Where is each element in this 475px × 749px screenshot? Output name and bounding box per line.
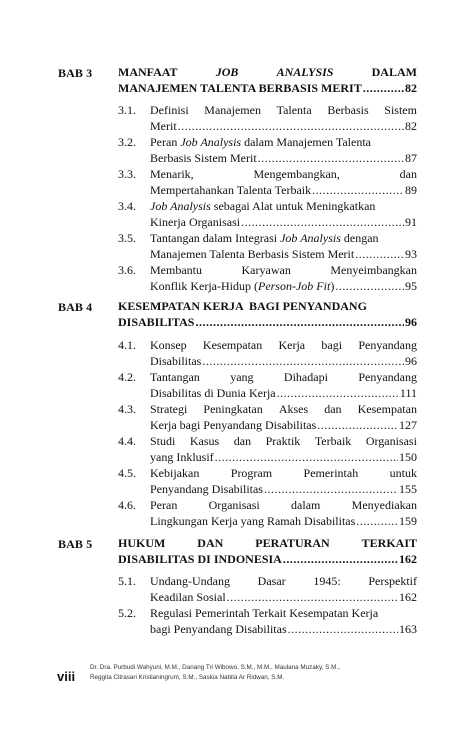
entry-word: Organisasi [208, 498, 260, 512]
page-number: 127 [399, 418, 417, 432]
entry-word: Peran [150, 498, 178, 512]
entry-text: Regulasi Pemerintah Terkait Kesempatan Kerja [150, 606, 379, 620]
section-number: 3.1. [118, 103, 136, 117]
toc-entry[interactable] [118, 262, 417, 294]
entry-word: Definisi [150, 103, 189, 117]
entry-word: Akses [278, 402, 309, 416]
page-number: 82 [405, 81, 417, 95]
leader-dots [356, 513, 398, 529]
entry-word: 1945: [313, 574, 341, 588]
entry-text: dengan [340, 231, 379, 245]
leader-dots [312, 182, 404, 198]
entry-text: Penyandang Disabilitas [150, 482, 263, 496]
page-number: 89 [405, 183, 417, 197]
folio-page-number: viii [57, 669, 76, 684]
chapter-label: BAB 5 [58, 537, 93, 551]
entry-word: Sistem [384, 103, 417, 117]
entry-word: Dasar [257, 574, 286, 588]
authors-line: Reggita Citrasari Kristianingrum, S.M., Saskia Nabila Ar Ridwan, S.M. [90, 674, 285, 681]
leader-dots [335, 278, 404, 294]
entry-word: Kesempatan [357, 402, 417, 416]
leader-dots [288, 621, 398, 637]
title-word: MANFAAT [118, 65, 178, 79]
leader-dots [363, 80, 404, 96]
page-number: 159 [399, 514, 417, 528]
entry-text: bagi Penyandang Disabilitas [150, 622, 287, 636]
entry-word: Menyediakan [351, 498, 417, 512]
title-word: DALAM [371, 65, 417, 79]
toc-entry[interactable] [118, 573, 417, 605]
toc-entry[interactable] [118, 230, 417, 262]
entry-word: Berbasis [327, 103, 369, 117]
entry-text: Peran [150, 135, 181, 149]
leader-dots [264, 481, 398, 497]
entry-word: Kebijakan [150, 466, 200, 480]
chapter-title[interactable] [118, 64, 417, 96]
section-number: 4.3. [118, 402, 136, 416]
section-number: 4.6. [118, 498, 136, 512]
leader-dots [317, 417, 398, 433]
entry-word: Peningkatan [203, 402, 263, 416]
entry-word: Menarik, [150, 167, 194, 181]
section-number: 3.3. [118, 167, 136, 181]
entry-text: Disabilitas [150, 354, 202, 368]
page-number: 155 [399, 482, 417, 496]
leader-dots [227, 589, 398, 605]
page-number: 96 [405, 315, 417, 329]
toc-entry[interactable] [118, 433, 417, 465]
entry-word: Terbaik [314, 434, 352, 448]
leader-dots [215, 449, 398, 465]
leader-dots [202, 353, 404, 369]
page-number: 111 [399, 386, 417, 400]
entry-text: Berbasis Sistem Merit [150, 151, 257, 165]
page-number: 162 [399, 552, 417, 566]
entry-word: Organisasi [365, 434, 417, 448]
entry-text-italic: Job Analysis [150, 199, 211, 213]
entry-text: Mempertahankan Talenta Terbaik [150, 183, 312, 197]
title-line: MANAJEMEN TALENTA BERBASIS MERIT [118, 81, 362, 95]
entry-word: Program [230, 466, 273, 480]
entry-word: Mengembangkan, [253, 167, 340, 181]
entry-word: Kasus [189, 434, 220, 448]
running-footer-authors [90, 663, 420, 683]
page-number: 150 [399, 450, 417, 464]
entry-text: Lingkungan Kerja yang Ramah Disabilitas [150, 514, 356, 528]
entry-text: Konflik Kerja-Hidup ( [150, 279, 258, 293]
entry-text: Kinerja Organisasi [150, 215, 241, 229]
leader-dots [277, 385, 399, 401]
entry-word: Studi [150, 434, 176, 448]
section-number: 3.6. [118, 263, 136, 277]
page-number: 95 [405, 279, 417, 293]
entry-text: yang Inklusif [150, 450, 214, 464]
entry-word: Tantangan [150, 370, 200, 384]
entry-text: Keadilan Sosial [150, 590, 226, 604]
toc-entry[interactable] [118, 465, 417, 497]
entry-word: Pemerintah [303, 466, 359, 480]
title-line: DISABILITAS [118, 315, 195, 329]
leader-dots [195, 314, 404, 330]
entry-word: dan [324, 402, 342, 416]
entry-text: Kerja bagi Penyandang Disabilitas [150, 418, 317, 432]
leader-dots [178, 118, 404, 134]
toc-entry[interactable] [118, 102, 417, 134]
entry-text-italic: Job Analysis [180, 135, 242, 149]
section-number: 3.4. [118, 199, 136, 213]
toc-entry[interactable] [118, 134, 417, 166]
entry-word: Dihadapi [283, 370, 328, 384]
entry-word: Konsep [150, 338, 187, 352]
title-word: JOB [215, 65, 239, 79]
toc-entry[interactable] [118, 401, 417, 433]
title-word: HUKUM [118, 536, 166, 550]
section-number: 4.4. [118, 434, 136, 448]
entry-word: dalam [291, 498, 321, 512]
entry-text: dalam Manajemen Talenta [241, 135, 371, 149]
entry-text: Merit [150, 119, 177, 133]
toc-entry[interactable] [118, 166, 417, 198]
page-number: 82 [405, 119, 417, 133]
toc-entry[interactable] [118, 337, 417, 369]
section-number: 4.1. [118, 338, 136, 352]
toc-entry[interactable] [118, 198, 417, 230]
page-number: 87 [405, 151, 417, 165]
page-number: 96 [405, 354, 417, 368]
leader-dots [283, 551, 398, 567]
title-line: KESEMPATAN KERJA BAGI PENYANDANG [118, 299, 367, 313]
title-line: DISABILITAS DI INDONESIA [118, 552, 282, 566]
toc-entry[interactable] [118, 369, 417, 401]
chapter-title[interactable] [118, 298, 417, 330]
entry-word: Karyawan [241, 263, 291, 277]
entry-word: Kerja [278, 338, 306, 352]
page-number: 93 [405, 247, 417, 261]
entry-text: Tantangan dalam Integrasi [150, 231, 281, 245]
chapter-label: BAB 4 [58, 300, 93, 314]
entry-word: Praktik [265, 434, 301, 448]
leader-dots [258, 150, 404, 166]
entry-word: Membantu [150, 263, 202, 277]
entry-text: sebagai Alat untuk Meningkatkan [210, 199, 376, 213]
entry-word: Penyandang [358, 338, 417, 352]
authors-line: Dr. Dra. Purbudi Wahyuni, M.M., Danang Tri Wibowo, S.M., M.M., Maulana Muzaky, S.M., [90, 664, 340, 671]
section-number: 4.2. [118, 370, 136, 384]
section-number: 5.1. [118, 574, 136, 588]
title-word: TERKAIT [361, 536, 417, 550]
entry-word: Kesempatan [202, 338, 263, 352]
entry-word: bagi [321, 338, 343, 352]
chapter-label: BAB 3 [58, 66, 93, 80]
section-number: 3.2. [118, 135, 136, 149]
entry-text: ) [330, 279, 335, 293]
title-word: DAN [197, 536, 224, 550]
page-number: 91 [405, 215, 417, 229]
entry-word: untuk [389, 466, 417, 480]
toc-entry[interactable] [118, 497, 417, 529]
leader-dots [355, 246, 404, 262]
section-number: 5.2. [118, 606, 136, 620]
page-number: 163 [399, 622, 417, 636]
entry-text-italic: Person-Job Fit [257, 279, 331, 293]
leader-dots [241, 214, 404, 230]
page-number: 162 [399, 590, 417, 604]
section-number: 3.5. [118, 231, 136, 245]
entry-word: Perspektif [368, 574, 417, 588]
toc-entry[interactable] [118, 605, 417, 637]
entry-text: Manajemen Talenta Berbasis Sistem Merit [150, 247, 355, 261]
entry-word: dan [233, 434, 252, 448]
section-number: 4.5. [118, 466, 136, 480]
entry-word: Penyandang [358, 370, 417, 384]
title-word: ANALYSIS [276, 65, 334, 79]
entry-text: Disabilitas di Dunia Kerja [150, 386, 276, 400]
entry-word: dan [399, 167, 417, 181]
title-word: PERATURAN [255, 536, 330, 550]
entry-word: Talenta [276, 103, 312, 117]
chapter-title[interactable] [118, 535, 417, 567]
entry-word: Undang-Undang [150, 574, 230, 588]
entry-text-italic: Job Analysis [280, 231, 341, 245]
entry-word: Manajemen [204, 103, 261, 117]
entry-word: Menyeimbangkan [330, 263, 417, 277]
entry-word: yang [230, 370, 254, 384]
entry-word: Strategi [150, 402, 188, 416]
